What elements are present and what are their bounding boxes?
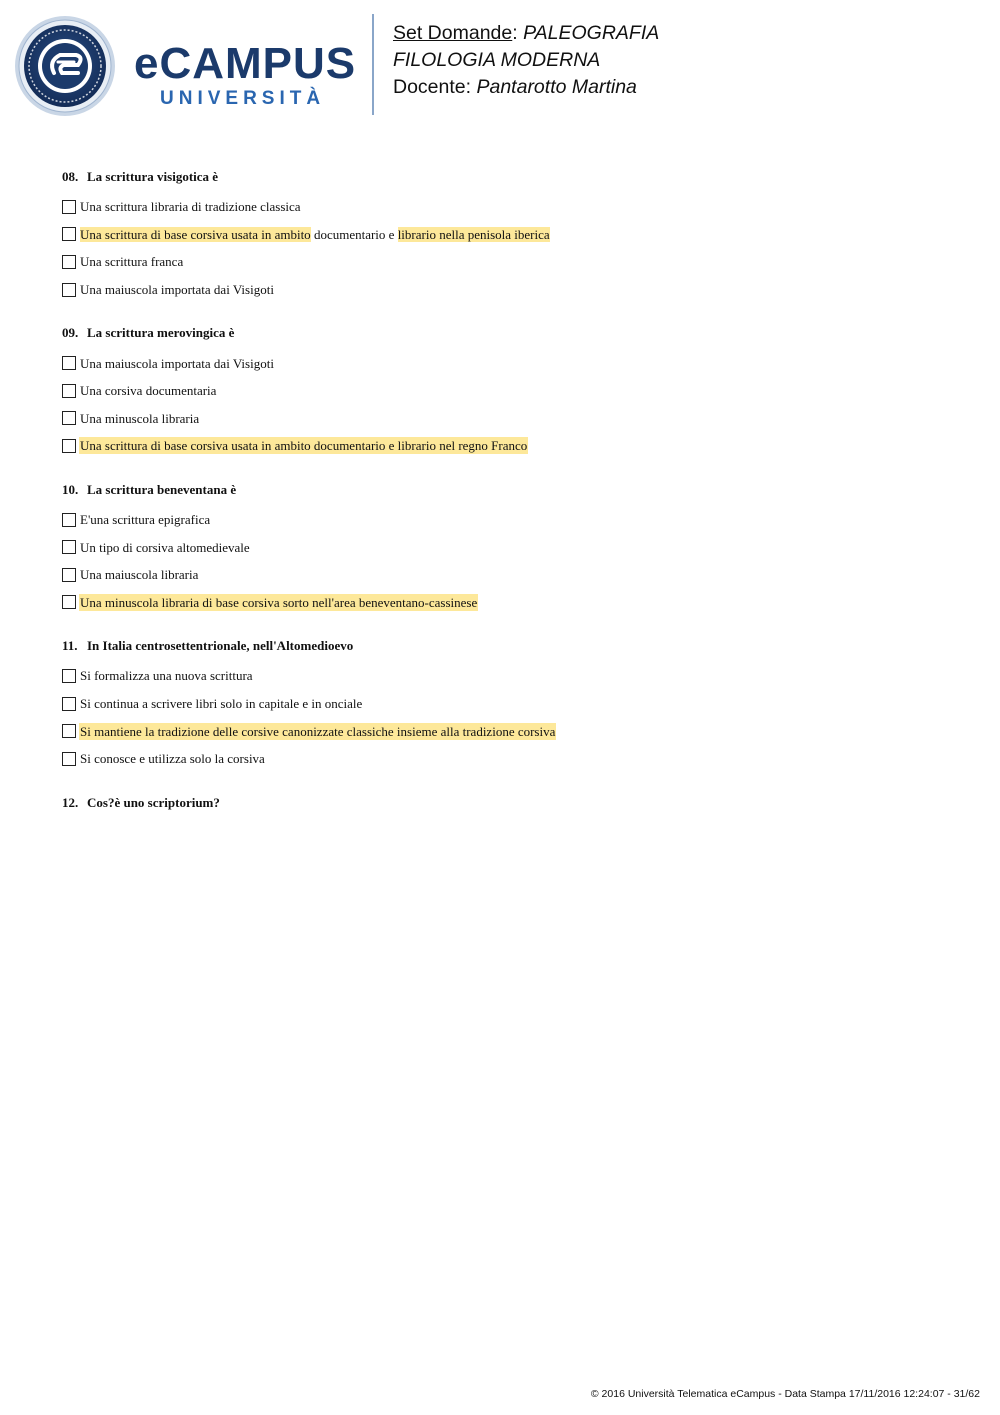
question-text: La scrittura beneventana è	[87, 481, 237, 497]
answer-text-highlighted: Si mantiene la tradizione delle corsive canonizzate classiche insieme alla tradizione corsiva	[80, 723, 556, 739]
question-09	[62, 323, 962, 459]
question-10	[62, 480, 962, 616]
question-11	[62, 636, 962, 772]
answer-checkbox[interactable]	[62, 439, 76, 453]
answer-option-correct	[62, 717, 962, 745]
answer-text-highlighted: Una scrittura di base corsiva usata in ambito documentario e librario nel regno Franco	[80, 438, 528, 454]
answer-text: E'una scrittura epigrafica	[80, 512, 211, 528]
question-number: 08.	[62, 169, 79, 184]
question-number: 10.	[62, 481, 79, 497]
answer-text: Una maiuscola importata dai Visigoti	[80, 355, 274, 371]
answer-text: Si continua a scrivere libri solo in capitale e in onciale	[80, 696, 363, 712]
header-divider	[372, 14, 374, 115]
question-title	[62, 793, 962, 813]
teacher-label: Docente:	[393, 76, 472, 98]
answer-text: Si conosce e utilizza solo la corsiva	[80, 751, 265, 767]
highlighted-segment: librario nella penisola iberica	[397, 226, 550, 242]
answer-checkbox[interactable]	[62, 595, 76, 609]
plain-segment: documentario e	[310, 226, 398, 242]
question-number: 11.	[62, 638, 78, 654]
question-title	[62, 480, 962, 500]
logo-brand-text: eCAMPUS	[134, 39, 357, 88]
answer-option	[62, 349, 962, 377]
answer-option	[62, 193, 962, 221]
answer-text: Un tipo di corsiva altomedievale	[80, 539, 250, 555]
answer-option-correct	[62, 589, 962, 617]
answer-option	[62, 506, 962, 534]
logo-subtitle-text: UNIVERSITÀ	[160, 88, 326, 109]
question-text: La scrittura merovingica è	[87, 325, 235, 341]
subject-line1: PALEOGRAFIA	[523, 22, 660, 44]
answer-checkbox[interactable]	[62, 356, 76, 370]
question-text: In Italia centrosettentrionale, nell'Altomedioevo	[87, 638, 354, 654]
question-12	[62, 793, 962, 813]
answer-checkbox[interactable]	[62, 513, 76, 527]
answer-option	[62, 561, 962, 589]
footer-copyright: © 2016 Università Telematica eCampus - Data Stampa 17/11/2016 12:24:07 - 31/62	[590, 1388, 980, 1400]
answer-checkbox[interactable]	[62, 568, 76, 582]
answer-option	[62, 248, 962, 276]
answer-checkbox[interactable]	[62, 384, 76, 398]
question-08	[62, 167, 962, 303]
question-number: 12.	[62, 794, 79, 810]
answer-text: Si formalizza una nuova scrittura	[80, 668, 253, 684]
set-line: Set Domande: PALEOGRAFIA	[393, 22, 660, 44]
answer-checkbox[interactable]	[62, 540, 76, 554]
answer-text: Una scrittura libraria di tradizione classica	[80, 199, 301, 215]
answer-text: Una minuscola libraria	[80, 410, 200, 426]
question-text: La scrittura visigotica è	[87, 169, 219, 184]
answer-option	[62, 405, 962, 433]
header-info	[393, 20, 659, 101]
question-list	[62, 167, 962, 833]
answer-checkbox[interactable]	[62, 200, 76, 214]
answer-checkbox[interactable]	[62, 752, 76, 766]
answer-option	[62, 276, 962, 304]
teacher-line	[393, 74, 659, 101]
answer-checkbox[interactable]	[62, 255, 76, 269]
answer-option	[62, 745, 962, 773]
answer-option	[62, 533, 962, 561]
answer-text-highlighted: Una minuscola libraria di base corsiva sorto nell'area beneventano-cassinese	[80, 594, 478, 610]
subject-line2: FILOLOGIA MODERNA	[393, 49, 601, 71]
answer-text	[79, 226, 551, 243]
answer-option-correct	[62, 432, 962, 460]
answer-text: Una maiuscola libraria	[80, 567, 199, 583]
ecampus-wordmark	[134, 40, 356, 112]
answer-option	[62, 690, 962, 718]
answer-checkbox[interactable]	[62, 411, 76, 425]
answer-checkbox[interactable]	[62, 697, 76, 711]
answer-checkbox[interactable]	[62, 283, 76, 297]
answer-option	[62, 377, 962, 405]
answer-text: Una maiuscola importata dai Visigoti	[80, 282, 274, 298]
answer-checkbox[interactable]	[62, 669, 76, 683]
answer-option-correct	[62, 221, 962, 249]
question-title	[62, 636, 962, 656]
question-title	[62, 167, 962, 187]
set-label: Set Domande	[393, 22, 513, 44]
question-number: 09.	[62, 325, 79, 341]
ecampus-seal-logo	[14, 15, 116, 117]
answer-text: Una scrittura franca	[80, 254, 184, 270]
question-title	[62, 323, 962, 343]
teacher-name: Pantarotto Martina	[476, 76, 637, 98]
answer-checkbox[interactable]	[62, 227, 76, 241]
answer-option	[62, 662, 962, 690]
answer-text: Una corsiva documentaria	[80, 383, 217, 399]
answer-checkbox[interactable]	[62, 724, 76, 738]
question-text: Cos?è uno scriptorium?	[87, 794, 220, 810]
highlighted-segment: Una scrittura di base corsiva usata in ambito	[80, 226, 311, 242]
